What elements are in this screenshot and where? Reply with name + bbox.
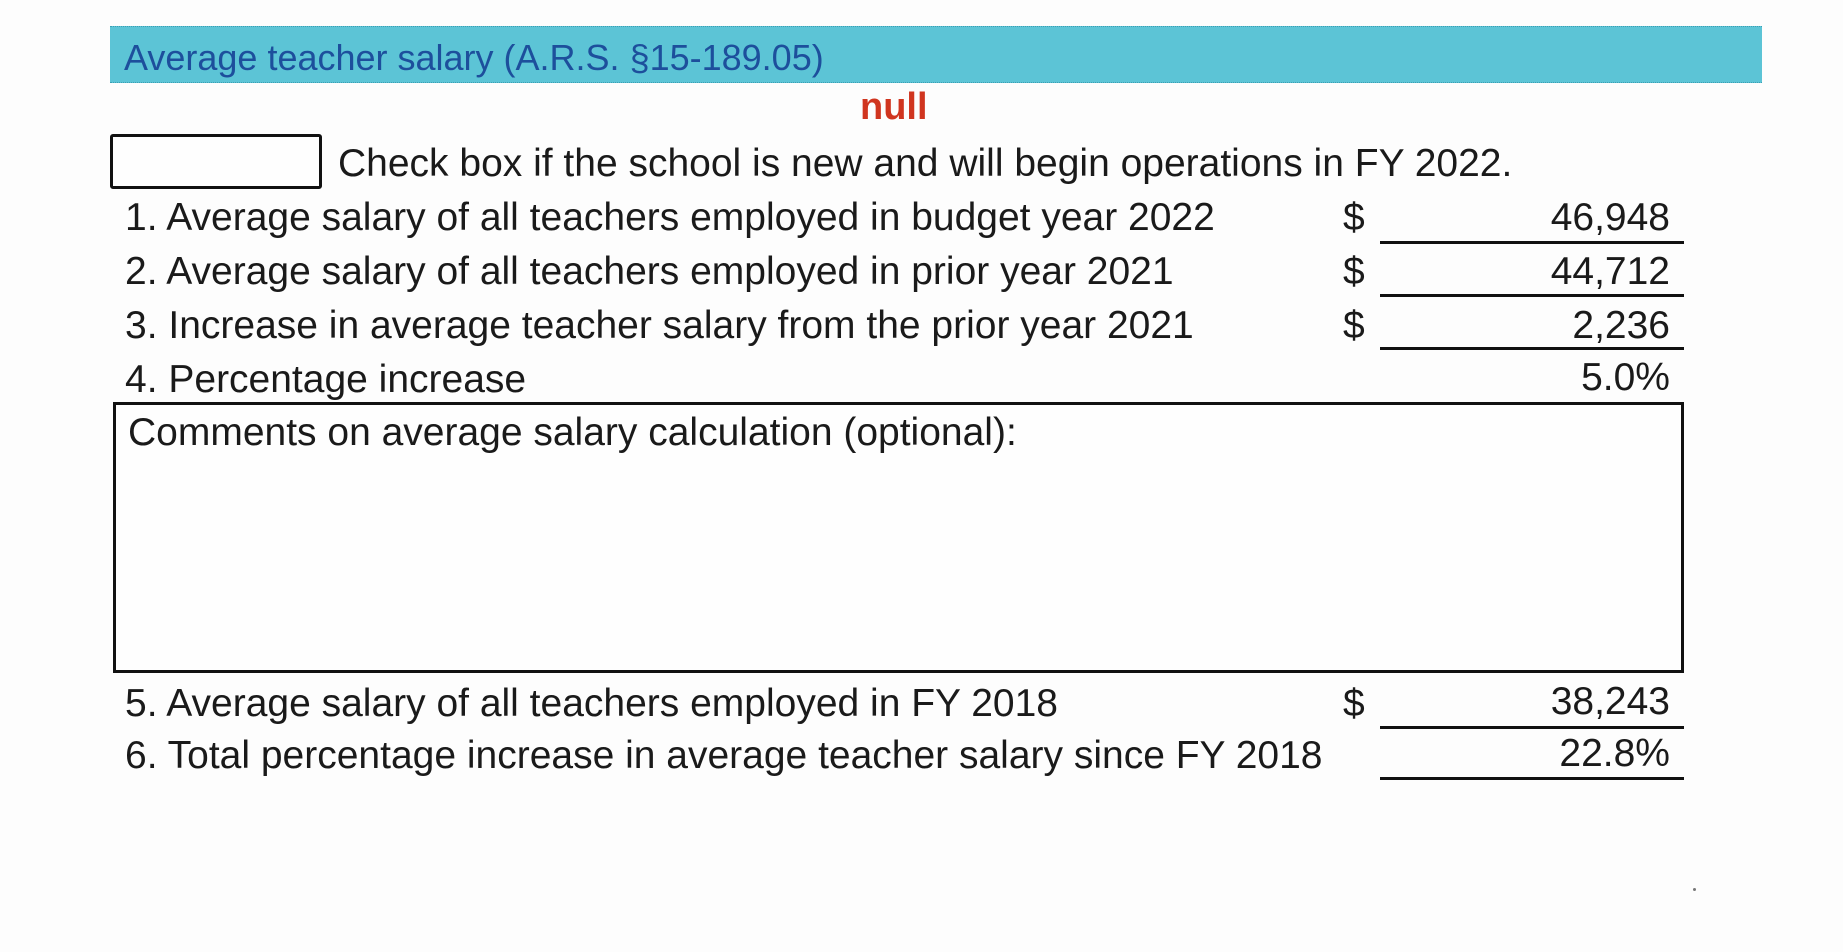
row-5-label: 5. Average salary of all teachers employed in FY 2018 [125, 682, 1058, 725]
row-2-currency: $ [1343, 250, 1365, 293]
row-3-currency: $ [1343, 304, 1365, 347]
comments-label: Comments on average salary calculation (optional): [128, 411, 1017, 454]
row-6-label: 6. Total percentage increase in average teacher salary since FY 2018 [125, 734, 1323, 777]
row-6-value: 22.8% [1559, 732, 1670, 775]
row-2-underline [1380, 294, 1684, 297]
row-1-value[interactable]: 46,948 [1550, 196, 1670, 239]
row-3-value[interactable]: 2,236 [1572, 304, 1670, 347]
new-school-checkbox-label: Check box if the school is new and will begin operations in FY 2022. [338, 142, 1513, 185]
row-5-currency: $ [1343, 682, 1365, 725]
section-title: Average teacher salary (A.R.S. §15-189.05) [124, 37, 824, 78]
row-4-value: 5.0% [1581, 356, 1670, 399]
row-6-underline [1380, 777, 1684, 780]
scan-speck [1693, 888, 1696, 891]
row-1-underline [1380, 241, 1684, 244]
row-1-currency: $ [1343, 196, 1365, 239]
new-school-checkbox[interactable] [110, 134, 322, 189]
row-5-value[interactable]: 38,243 [1550, 680, 1670, 723]
row-2-label: 2. Average salary of all teachers employed in prior year 2021 [125, 250, 1174, 293]
row-4-label: 4. Percentage increase [125, 358, 527, 401]
row-5-underline [1380, 726, 1684, 729]
section-header-bar [110, 26, 1762, 83]
row-3-label: 3. Increase in average teacher salary from the prior year 2021 [125, 304, 1194, 347]
row-3-underline [1380, 347, 1684, 350]
status-text: null [860, 86, 928, 128]
row-2-value[interactable]: 44,712 [1550, 250, 1670, 293]
row-1-label: 1. Average salary of all teachers employed in budget year 2022 [125, 196, 1215, 239]
comments-textarea[interactable] [113, 402, 1684, 673]
